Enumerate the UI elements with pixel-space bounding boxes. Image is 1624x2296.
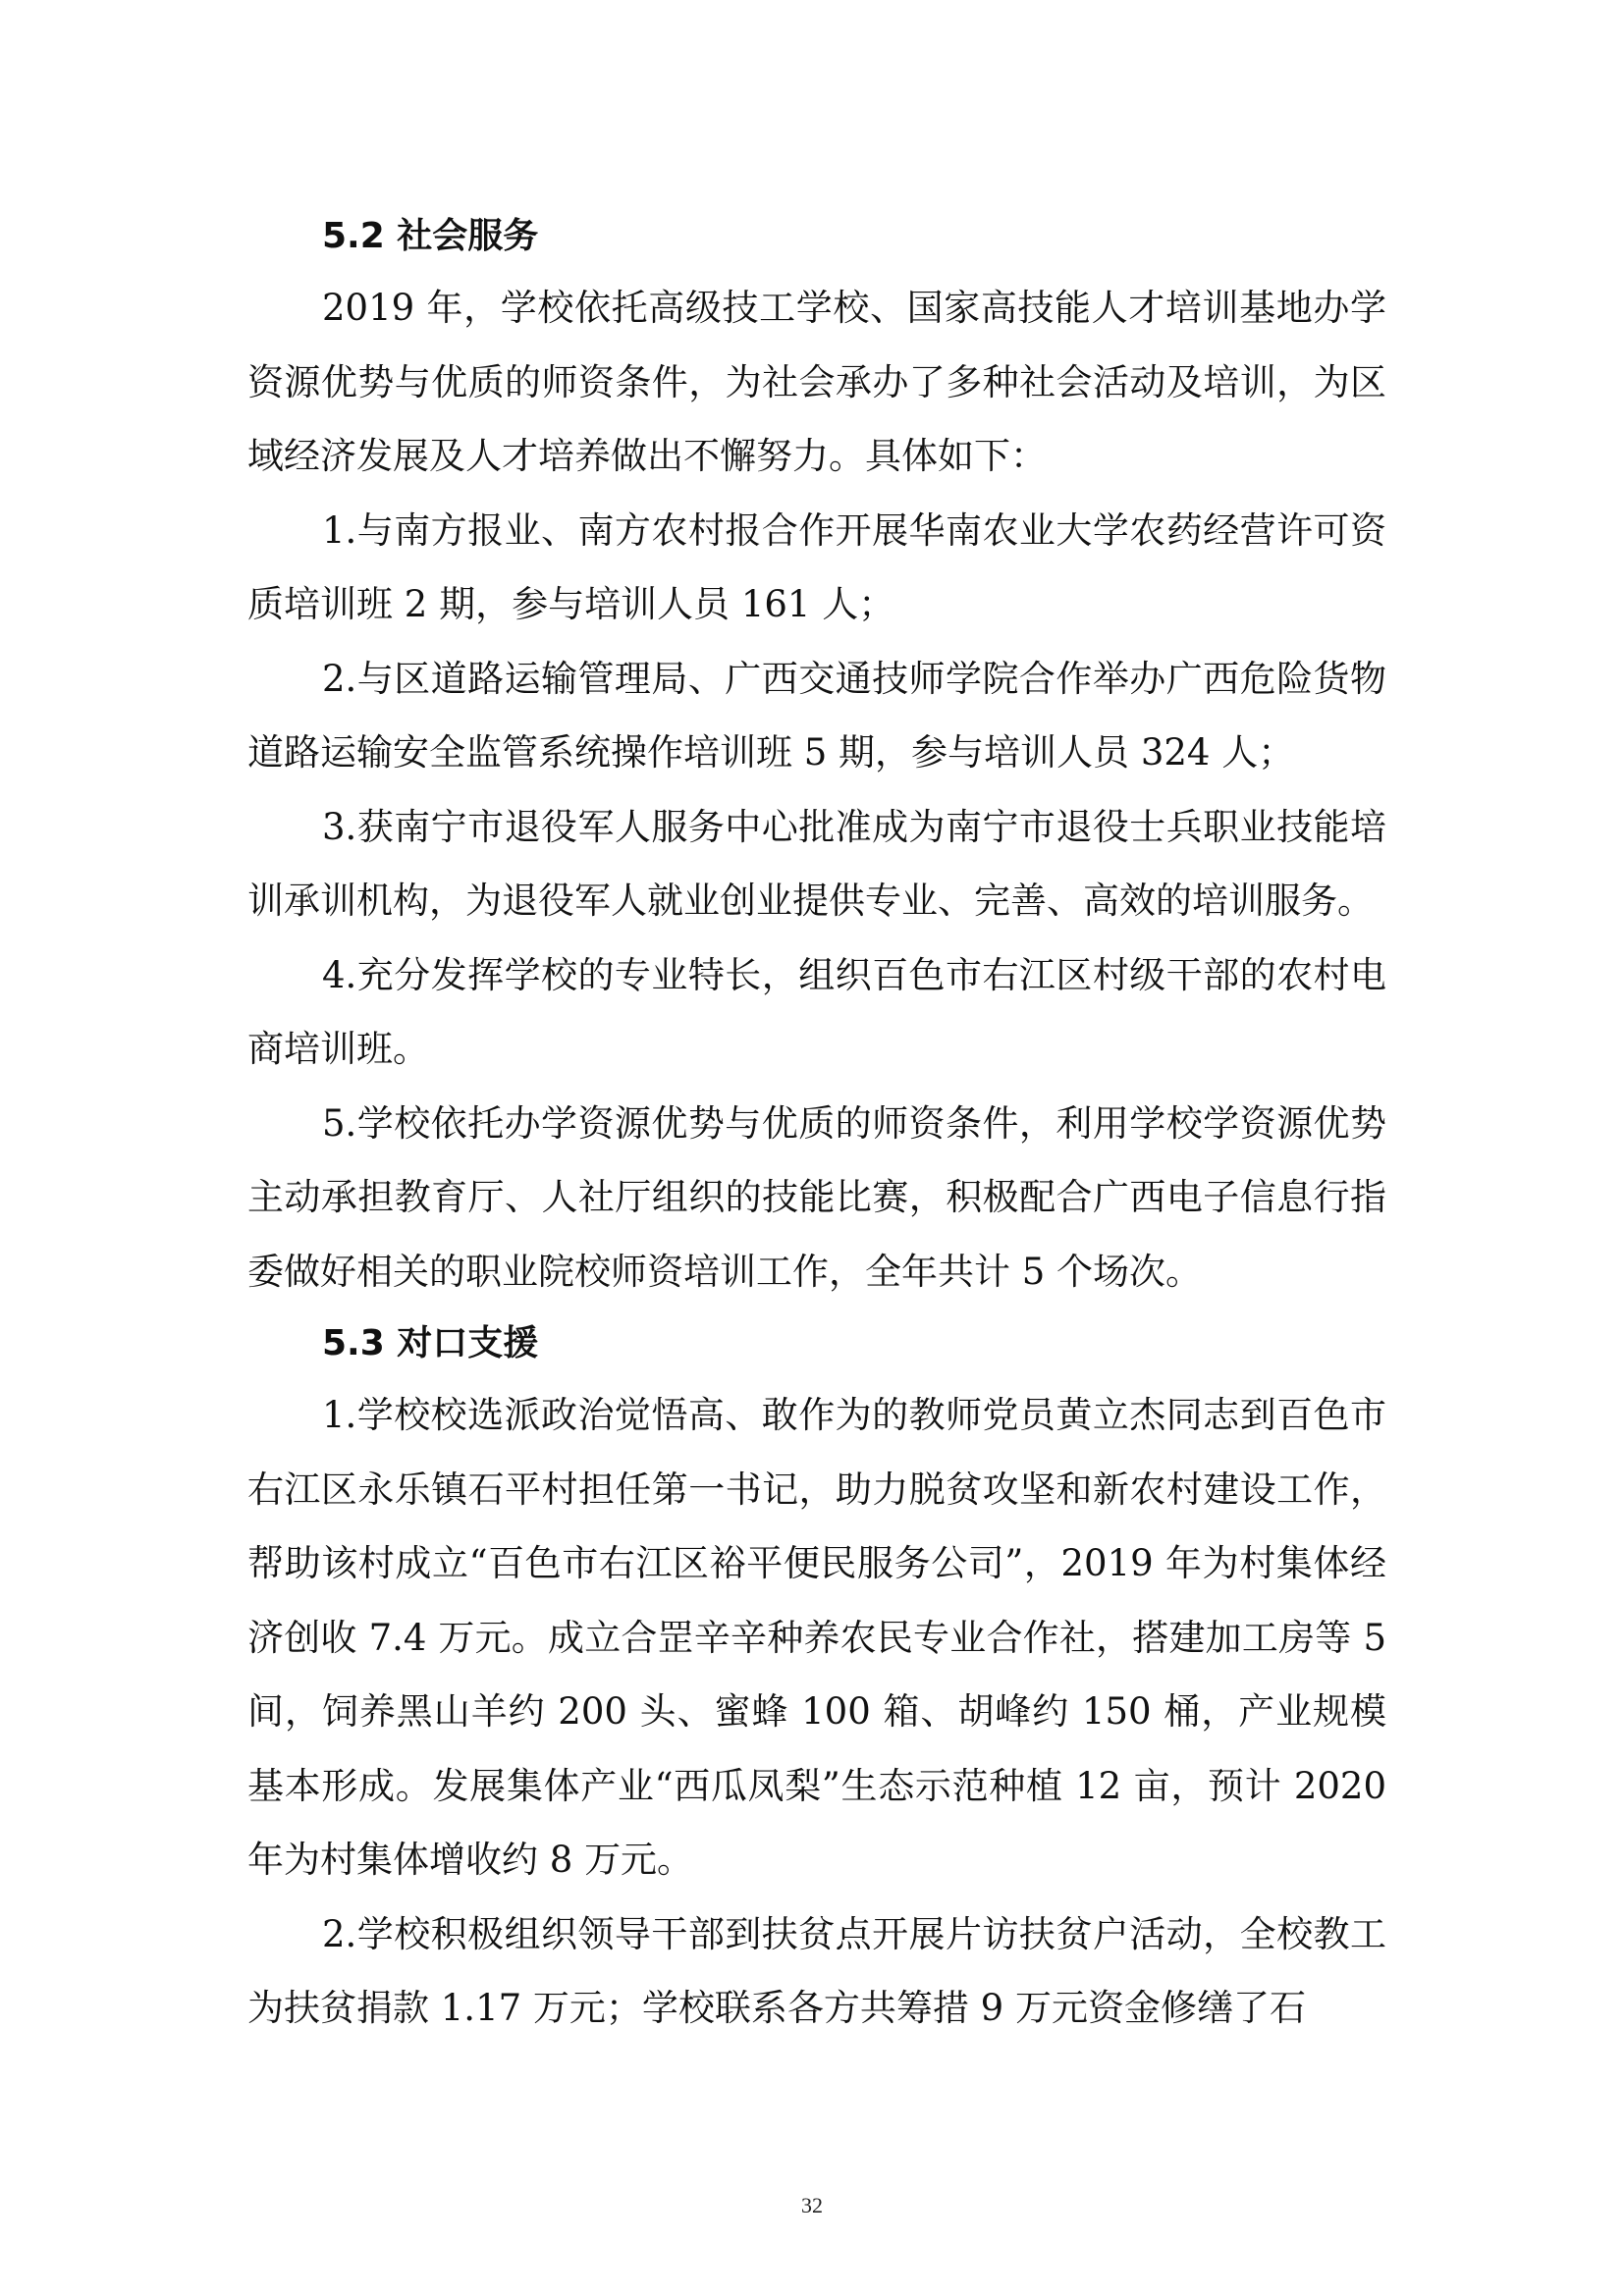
section-heading-counterpart-support: 5.3 对口支援 (322, 1323, 539, 1363)
counterpart-support-item: 2.学校积极组织领导干部到扶贫点开展片访扶贫户活动，全校教工为扶贫捐款 1.17 万元；学校联系各方共筹措 9 万元资金修缮了石 (247, 1912, 1386, 2029)
social-service-item: 2.与区道路运输管理局、广西交通技师学院合作举办广西危险货物道路运输安全监管系统操作培训班 5 期，参与培训人员 324 人； (247, 657, 1386, 774)
counterpart-support-item: 1.学校校选派政治觉悟高、敢作为的教师党员黄立杰同志到百色市右江区永乐镇石平村担任第一书记，助力脱贫攻坚和新农村建设工作，帮助该村成立“百色市右江区裕平便民服务公司”，2019 年为村集体经济创收 7.4 万元。成立合罡辛辛种养农民专业合作社，搭建加工房等 5 间，饲养黑山羊约 200 头、蜜蜂 100 箱、胡峰约 150 桶，产业规模基本形成。发展集体产业“西瓜凤梨”生态示范种植 12 亩，预计 2020 年为村集体增收约 8 万元。 (247, 1394, 1386, 1881)
social-service-item: 1.与南方报业、南方农村报合作开展华南农业大学农药经营许可资质培训班 2 期，参与培训人员 161 人； (247, 508, 1386, 625)
document-page (247, 201, 1386, 2046)
social-service-item: 3.获南宁市退役军人服务中心批准成为南宁市退役士兵职业技能培训承训机构，为退役军人就业创业提供专业、完善、高效的培训服务。 (247, 805, 1386, 922)
section-heading-social-service: 5.2 社会服务 (322, 216, 539, 256)
social-service-intro: 2019 年，学校依托高级技工学校、国家高技能人才培训基地办学资源优势与优质的师资条件，为社会承办了多种社会活动及培训，为区域经济发展及人才培养做出不懈努力。具体如下： (247, 287, 1386, 477)
social-service-item: 4.充分发挥学校的专业特长，组织百色市右江区村级干部的农村电商培训班。 (247, 953, 1386, 1070)
page-number: 32 (801, 2193, 823, 2217)
social-service-item: 5.学校依托办学资源优势与优质的师资条件，利用学校学资源优势主动承担教育厅、人社厅组织的技能比赛，积极配合广西电子信息行指委做好相关的职业院校师资培训工作，全年共计 5 个场次。 (247, 1101, 1386, 1293)
